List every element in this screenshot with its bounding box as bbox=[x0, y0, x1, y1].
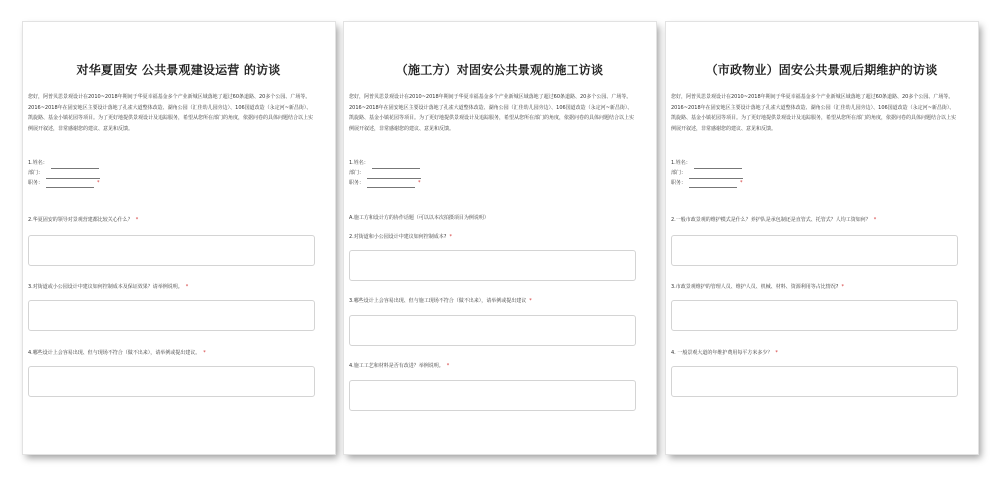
question-block bbox=[28, 216, 315, 266]
answer-textbox[interactable] bbox=[28, 300, 315, 331]
required-mark: * bbox=[97, 179, 100, 186]
department-label: 部门： bbox=[671, 169, 687, 176]
question-block bbox=[349, 233, 636, 281]
answer-textbox[interactable] bbox=[349, 380, 636, 411]
position-label: 职务： bbox=[28, 179, 44, 186]
required-mark: * bbox=[873, 217, 877, 224]
question-label: 2.一般市政景观的维护模式是什么？养护队是承包制还是直管式、托管式？人均工资如何？ * bbox=[671, 217, 877, 224]
department-field-row bbox=[28, 169, 315, 179]
answer-textbox[interactable] bbox=[349, 315, 636, 346]
survey-page-3 bbox=[666, 22, 978, 454]
department-field-row bbox=[671, 169, 958, 179]
question-block bbox=[671, 216, 958, 266]
required-mark: * bbox=[775, 350, 778, 357]
department-input[interactable] bbox=[367, 171, 421, 179]
name-field-row bbox=[671, 159, 958, 169]
survey-page-1 bbox=[23, 22, 335, 454]
department-input[interactable] bbox=[689, 171, 743, 179]
respondent-fields bbox=[349, 159, 636, 188]
answer-textbox[interactable] bbox=[28, 366, 315, 397]
respondent-fields bbox=[671, 159, 958, 188]
position-field-row bbox=[349, 179, 636, 189]
department-field-row bbox=[349, 169, 636, 179]
page-title: 对华夏固安 公共景观建设运营 的访谈 bbox=[76, 63, 281, 77]
required-mark: * bbox=[135, 217, 139, 224]
required-mark: * bbox=[203, 350, 206, 357]
answer-textbox[interactable] bbox=[671, 235, 958, 266]
question-block bbox=[28, 283, 315, 331]
page-title: （施工方）对固安公共景观的施工访谈 bbox=[395, 63, 604, 77]
required-mark: * bbox=[418, 179, 421, 186]
intro-paragraph: 您好，阿普贝思景观设计在2010~2018年期间于华夏幸福基金多个产业新城区域落地了超过60条道路、20多个公园、广场等。2016~2018年在固安地区主要设计落地了孔雀大道整体改造、湖角公园（汇佳幼儿园旁边）、106国道改造（永定河~新昌街）、凯旋路、基金小镇花园等项目。为了更好地提供景观设计及追踪服务，希望从您所在部门的角度，依据问卷的具体问题结合以上实例展开叙述，非常感谢您的建议、意见和反馈。 bbox=[671, 94, 957, 132]
answer-textbox[interactable] bbox=[28, 235, 315, 266]
section-note: A.施工方和设计方的协作话题（可以以本次拍摄项目为例说明） bbox=[349, 215, 489, 222]
name-label: 1.姓名： bbox=[349, 160, 369, 167]
name-label: 1.姓名： bbox=[671, 160, 691, 167]
name-label: 1.姓名： bbox=[28, 160, 48, 167]
position-label: 职务： bbox=[349, 179, 365, 186]
answer-textbox[interactable] bbox=[671, 300, 958, 331]
required-mark: * bbox=[841, 284, 844, 291]
answer-textbox[interactable] bbox=[671, 366, 958, 397]
intro-paragraph: 您好，阿普贝思景观设计在2010~2018年期间于华夏幸福基金多个产业新城区域落地了超过60条道路、20多个公园、广场等。2016~2018年在固安地区主要设计落地了孔雀大道整体改造、湖角公园（汇佳幼儿园旁边）、106国道改造（永定河~新昌街）、凯旋路、基金小镇花园等项目。为了更好地提供景观设计及追踪服务，希望从您所在部门的角度，依据问卷的具体问题结合以上实例展开叙述，非常感谢您的建议、意见和反馈。 bbox=[349, 94, 635, 132]
required-mark: * bbox=[529, 298, 532, 305]
answer-textbox[interactable] bbox=[349, 250, 636, 281]
required-mark: * bbox=[740, 179, 743, 186]
required-mark: * bbox=[185, 284, 189, 291]
position-input[interactable] bbox=[689, 180, 737, 188]
position-label: 职务： bbox=[671, 179, 687, 186]
question-label: 3.哪些设计上会容易出现、但与施工现场不符合（做不出来），请举例或提出建议 * bbox=[349, 298, 532, 305]
question-block bbox=[671, 283, 958, 331]
question-label: 3.对街道或小公园设计中建议如何控制成本及保证效果？请举例说明。 * bbox=[28, 284, 189, 291]
department-label: 部门： bbox=[349, 169, 365, 176]
question-label: 2.对街道和小公园设计中建议如何控制成本? * bbox=[349, 234, 452, 241]
question-label: 2.华夏固安的领导对景观营建都比较关心什么？ * bbox=[28, 217, 139, 224]
position-input[interactable] bbox=[46, 180, 94, 188]
question-block bbox=[28, 349, 315, 397]
survey-page-2 bbox=[344, 22, 656, 454]
name-field-row bbox=[349, 159, 636, 169]
position-field-row bbox=[671, 179, 958, 189]
required-mark: * bbox=[446, 363, 450, 370]
name-field-row bbox=[28, 159, 315, 169]
page-title: （市政物业）固安公共景观后期维护的访谈 bbox=[705, 63, 938, 77]
question-block bbox=[349, 297, 636, 346]
question-block bbox=[349, 362, 636, 411]
name-input[interactable] bbox=[51, 161, 99, 169]
position-field-row bbox=[28, 179, 315, 189]
intro-paragraph: 您好，阿普贝思景观设计在2010~2018年期间于华夏幸福基金多个产业新城区域落地了超过60条道路、20多个公园、广场等。2016~2018年在固安地区主要设计落地了孔雀大道整体改造、湖角公园（汇佳幼儿园旁边）、106国道改造（永定河~新昌街）、凯旋路、基金小镇花园等项目。为了更好地提供景观设计及追踪服务，希望从您所在部门的角度，依据问卷的具体问题结合以上实例展开叙述，非常感谢您的建议、意见和反馈。 bbox=[28, 94, 314, 132]
question-label: 4.哪些设计上会容易出现、但与现场不符合（做不出来），请举例或提出建议。 * bbox=[28, 350, 206, 357]
question-label: 3.市政景观维护的管理人员、维护人员、机械、材料、资源利用等占比情况? * bbox=[671, 284, 844, 291]
name-input[interactable] bbox=[372, 161, 420, 169]
question-label: 4. 一般景观大道的年维护费用每平方米多少？ * bbox=[671, 350, 778, 357]
name-input[interactable] bbox=[694, 161, 742, 169]
department-label: 部门： bbox=[28, 169, 44, 176]
respondent-fields bbox=[28, 159, 315, 188]
position-input[interactable] bbox=[367, 180, 415, 188]
question-label: 4.施工工艺和材料是否有改进？举例说明。 * bbox=[349, 363, 450, 370]
required-mark: * bbox=[449, 234, 452, 241]
department-input[interactable] bbox=[46, 171, 100, 179]
question-block bbox=[671, 349, 958, 397]
